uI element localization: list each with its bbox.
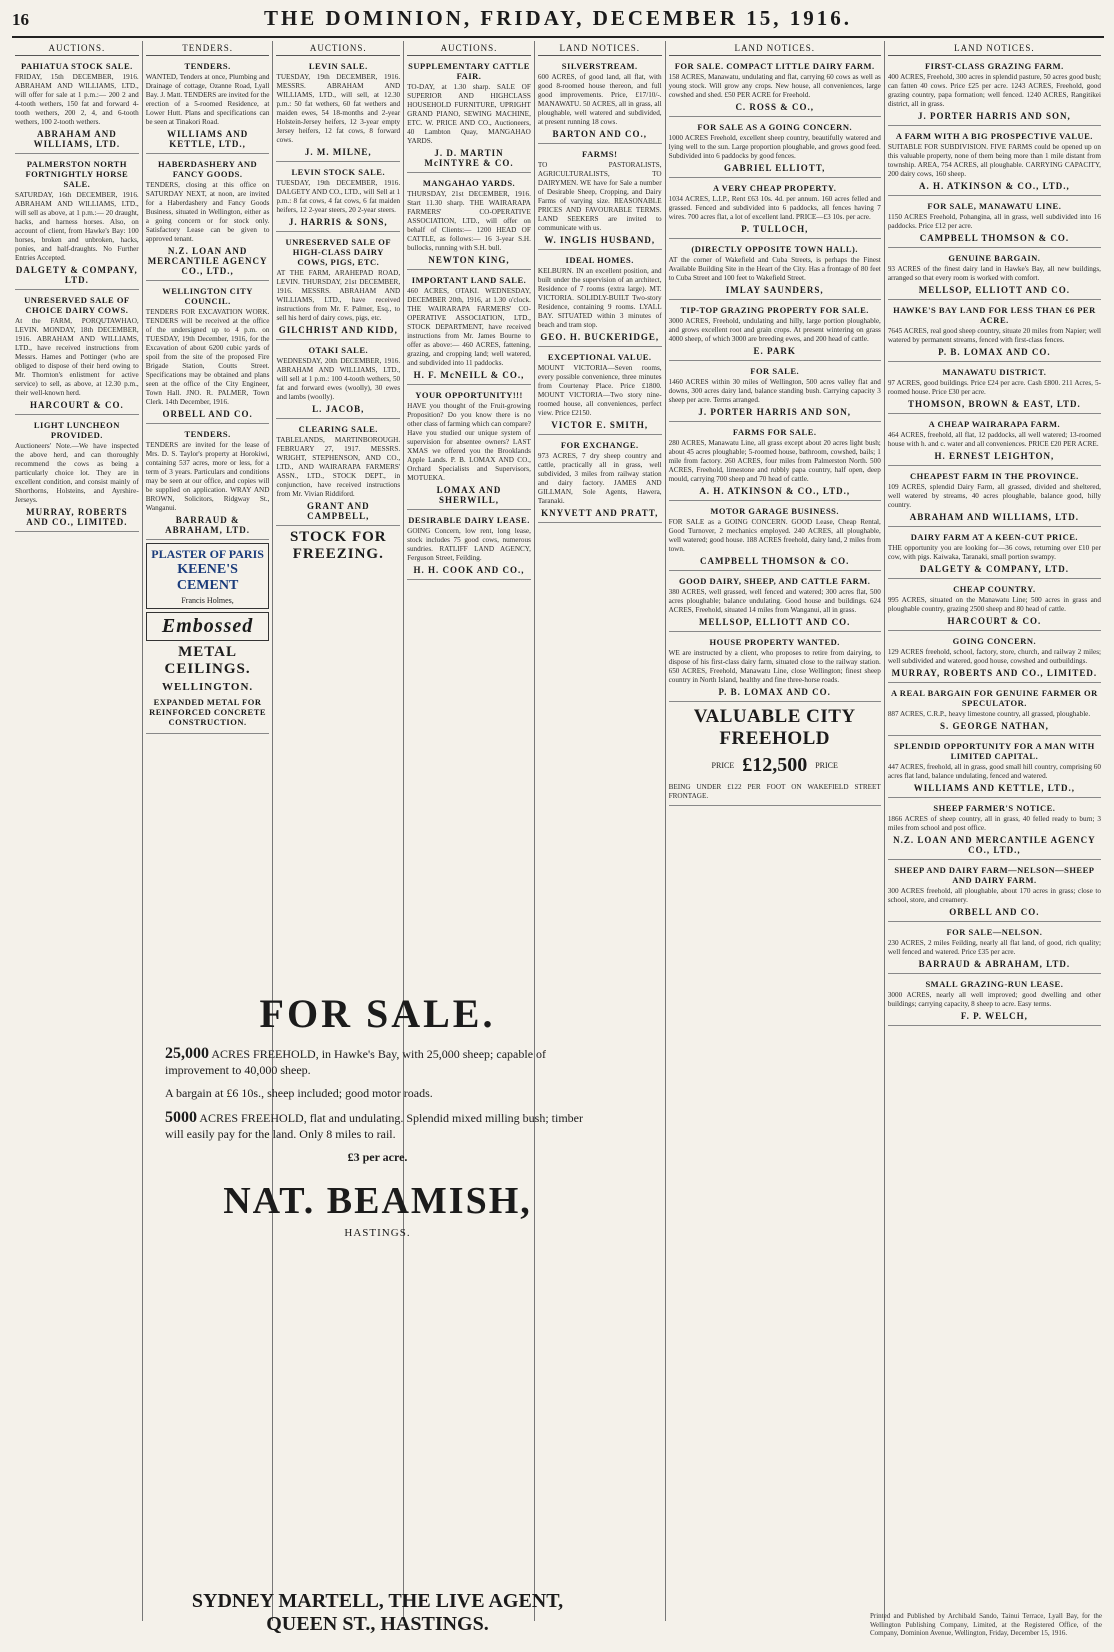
ad-body: 129 ACRES freehold, school, factory, store, church, and railway 2 miles; well subdivided and watered, good house, cowshed and outbuildings. <box>887 648 1101 665</box>
ad-title: FARMS FOR SALE. <box>732 427 817 437</box>
ad-body: TUESDAY, 19th DECEMBER, 1916. DALGETY AND CO., LTD., will Sell at 1 p.m.: 8 fat cows, 4 fat cows, 6 fat maiden heifers, 12 2-year steers, 20 2-year steers. <box>276 179 401 214</box>
ad-body: WE are instructed by a client, who proposes to retire from dairying, to dispose of his first-class dairy farm, situated close to the railway station. 650 ACRES, Freehold, Manawatu Line, close Wellington; finest sheep country in North Island, healthy and fine three-horse roads. <box>668 649 881 684</box>
classified-ad <box>669 181 881 239</box>
classified-ad <box>15 59 139 154</box>
ad-body: FOR SALE as a GOING CONCERN. GOOD Lease, Cheap Rental, Good Turnover, 2 mechanics employed. 240 ACRES, all ploughable, well watered; good house. 188 ACRES freehold, dairy land, 2 miles from town. <box>668 518 881 553</box>
ad-title: MOTOR GARAGE BUSINESS. <box>710 506 840 516</box>
ad-body: 460 ACRES, OTAKI. WEDNESDAY, DECEMBER 20th, 1916, at 1.30 o'clock. THE WAIRARAPA FARMERS' CO-OPERATIVE ASSOCIATION, LTD., STOCK DEPARTMENT, have received instructions from Mr. James Bourne to offer as above:— 460 ACRES, fattening, grazing, and cropping land; well watered, and subdivided into 11 paddocks. <box>407 287 531 367</box>
ad-body: GOING Concern, low rent, long lease, stock includes 75 good cows, numerous sundries. RATLIFF LAND AGENCY, Ferguson Street, Feilding. <box>407 527 531 562</box>
ad-title: GOOD DAIRY, SHEEP, AND CATTLE FARM. <box>678 576 871 586</box>
expanded-metal-ad <box>146 695 270 734</box>
ad-title: HOUSE PROPERTY WANTED. <box>709 637 840 647</box>
advertiser-name: A. H. ATKINSON & CO., LTD., <box>919 181 1070 191</box>
ad-body: SUITABLE FOR SUBDIVISION. FIVE FARMS could be opened up on this valuable property, none of them being more than 1 mile distant from township. AREA, 754 ACRES, all ploughable. CARRYING CAPACITY, 200 dairy cows, 160 sheep. <box>887 143 1101 178</box>
classified-ad <box>15 293 139 415</box>
price-amount: £12,500 <box>742 754 808 776</box>
classified-ad <box>888 686 1101 736</box>
classified-ad <box>669 425 881 501</box>
classified-ad <box>538 438 662 523</box>
classified-ad <box>538 59 662 144</box>
ad-body: TENDERS, closing at this office on SATURDAY NEXT, at noon, are invited for a Haberdashery and Fancy Goods Business, situated in Wellington, either as a going concern or for stock only. Satisfactory Lease can be given to approved tenant. <box>145 181 270 243</box>
advertiser-name: ORBELL AND CO. <box>949 907 1040 917</box>
advertiser-name: N.Z. LOAN AND MERCANTILE AGENCY CO., LTD., <box>147 246 268 276</box>
ad-title: HABERDASHERY AND FANCY GOODS. <box>157 159 258 179</box>
advertiser-name: C. ROSS & CO., <box>735 102 814 112</box>
ad-body: 158 ACRES, Manawatu, undulating and flat, carrying 60 cows as well as young stock. Will grow any crops. New house, all conveniences, large cowshed and shed. £50 PER ACRE for Freehold. <box>668 73 881 99</box>
ad-title: SMALL GRAZING-RUN LEASE. <box>925 979 1064 989</box>
ad-body: 447 ACRES, freehold, all in grass, good small hill country, comprising 60 acres flat land, balance undulating, fenced and watered. <box>887 763 1101 780</box>
ad-body: 300 ACRES freehold, all ploughable, about 170 acres in grass; close to school, store, and creamery. <box>887 887 1101 904</box>
classified-ad <box>888 634 1101 683</box>
classified-ad <box>407 59 531 173</box>
masthead <box>12 6 1104 38</box>
page-number: 16 <box>12 10 29 29</box>
column-2 <box>143 41 274 1621</box>
classified-ad <box>407 388 531 510</box>
expanded-metal: EXPANDED METAL FOR REINFORCED CONCRETE CONSTRUCTION. <box>149 697 267 727</box>
advertiser-name: DALGETY & COMPANY, LTD. <box>15 265 138 285</box>
advertiser-name: A. H. ATKINSON & CO., LTD., <box>699 486 851 496</box>
advertiser-name: NEWTON KING, <box>428 255 510 265</box>
for-sale-heading: FOR SALE. <box>259 991 496 1036</box>
keene-by: Francis Holmes, <box>181 596 234 605</box>
ad-title: FOR SALE. COMPACT LITTLE DAIRY FARM. <box>674 61 875 71</box>
classified-ad <box>669 303 881 361</box>
ad-body: 464 ACRES, freehold, all flat, 12 paddocks, all well watered; 13-roomed house with h. and c. water and all conveniences. PRICE £20 PER ACRE. <box>887 431 1101 448</box>
ad-title: SPLENDID OPPORTUNITY FOR A MAN WITH LIMITED CAPITAL. <box>894 741 1095 761</box>
embossed-ad <box>146 612 270 693</box>
classified-ad <box>888 977 1101 1026</box>
advertiser-name: WILLIAMS AND KETTLE, LTD., <box>166 129 249 149</box>
column-heading: AUCTIONS. <box>15 41 139 56</box>
ad-body: KELBURN. IN an excellent position, and built under the supervision of an architect, Residence of 7 rooms (extra large). MT. VICTORIA. SOLIDLY-BUILT Two-story Residence, containing 9 rooms. LYALL BAY. SITUATED within 3 minutes of beach and tram stop. <box>537 267 662 329</box>
ad-body: 1000 ACRES Freehold, excellent sheep country, beautifully watered and lying well to the sun. Large proportion ploughable, and grows good feed. Subdivided into 6 paddocks by good fences. <box>668 134 881 160</box>
advertiser-name: P. B. LOMAX AND CO. <box>718 687 831 697</box>
ad-body: HAVE you thought of the Fruit-growing Proposition? Do you know there is no other class of farming which can compare? Have you studied our unique system of supervision for absentee owners? LAST XMAS we offered you the Brooklands Apple Lands. P. B. LOMAX AND CO., Orchard Specialists and Supervisors, MOTUEKA. <box>407 402 531 482</box>
advertiser-name: H. ERNEST LEIGHTON, <box>934 451 1055 461</box>
advertiser-name: LOMAX AND SHERWILL, <box>436 485 502 505</box>
ad-title: UNRESERVED SALE OF CHOICE DAIRY COWS. <box>24 295 130 315</box>
column-7 <box>885 41 1104 1621</box>
advertiser-name: J. PORTER HARRIS AND SON, <box>698 407 852 417</box>
price-row <box>669 754 881 777</box>
ad-body: TENDERS FOR EXCAVATION WORK. TENDERS will be received at the office of the undersigned up to 4 p.m. on TUESDAY, 19th December, 1916, for the Excavation of about 6200 cubic yards of spoil from the site of the proposed Fire Brigade Station, Coutts Street. Specifications may be obtained and plans seen at the office of the City Engineer, Town Hall. JNO. R. PALMER, Town Clerk. 14th December, 1916. <box>145 308 270 406</box>
classified-ad <box>888 582 1101 631</box>
ad-body: TUESDAY, 19th DECEMBER, 1916. MESSRS. ABRAHAM AND WILLIAMS, LTD., will sell, at 12.30 p.m.: 50 fat wethers, 60 fat wethers and maiden ewes, 54 18-months and 2-year Holstein-Jersey heifers, 12 3-year empty Jersey heifers, 12 fat cows, 8 forward cows. <box>276 73 401 144</box>
advertiser-name: BARRAUD & ABRAHAM, LTD. <box>918 959 1071 969</box>
advertiser-name: MURRAY, ROBERTS AND CO., LIMITED. <box>891 668 1098 678</box>
classified-ad <box>669 242 881 300</box>
advertiser-name: N.Z. LOAN AND MERCANTILE AGENCY CO., LTD., <box>893 835 1096 855</box>
advertiser-name: MURRAY, ROBERTS AND CO., LIMITED. <box>26 507 128 527</box>
ad-title: A REAL BARGAIN FOR GENUINE FARMER OR SPECULATOR. <box>891 688 1098 708</box>
advertiser-name: W. INGLIS HUSBAND, <box>544 235 656 245</box>
ad-body: 380 ACRES, well grassed, well fenced and watered; 300 acres flat, 500 acres ploughable; balance undulating. Good house and buildings. 624 ACRES, Freehold, situated 14 miles from Wanganui, all in grass. <box>668 588 881 614</box>
ad-title: CLEARING SALE. <box>298 424 378 434</box>
page-title: THE DOMINION, FRIDAY, DECEMBER 15, 1916. <box>263 6 853 30</box>
ad-body: 887 ACRES, C.R.P., heavy limestone country, all grassed, ploughable. <box>887 710 1091 718</box>
column-1 <box>12 41 143 1621</box>
ad-title: EXCEPTIONAL VALUE. <box>547 352 652 362</box>
for-sale-line-1: 25,000 ACRES FREEHOLD, in Hawke's Bay, with 25,000 sheep; capable of improvement to 40,000 sheep. <box>165 1045 547 1077</box>
ad-body: WANTED, Tenders at once, Plumbing and Drainage of cottage, Ozanne Road, Lyall Bay. J. Matt. TENDERS are invited for the erection of a 5-roomed Residence, at Lower Hutt. Plans and specifications can be seen at Tinakori Road. <box>145 73 270 126</box>
ad-title: MANGAHAO YARDS. <box>422 178 516 188</box>
advertiser-name: P. TULLOCH, <box>741 224 809 234</box>
column-5 <box>535 41 666 1621</box>
classified-ad <box>888 530 1101 579</box>
classified-ad <box>276 343 400 419</box>
ad-body: At the FARM, PORQUTAWHAO, LEVIN. MONDAY, 18th DECEMBER, 1916. ABRAHAM AND WILLIAMS, LTD., have received instructions from Messrs. Hames and Pottinger (who are obliged to dispose of their herd owing to Mr. Thornton's enlistment for active service) to sell, as above, at 12.30 p.m., their well-known herd. <box>15 317 139 397</box>
stock-freezing-ad <box>276 529 400 563</box>
advertiser-name: F. P. WELCH, <box>960 1011 1028 1021</box>
for-sale-display-ad <box>165 990 590 1239</box>
advertiser-name: IMLAY SAUNDERS, <box>725 285 824 295</box>
ad-body: SATURDAY, 16th DECEMBER, 1916. ABRAHAM AND WILLIAMS, LTD., will sell as above, at 1 p.m.:— 20 draught, hacks, and harness horses. Also, on account of client, from Hawke's Bay: 100 horses, broken and unbroken, hacks, ponies, and half-draughts. No Further Entries Accepted. <box>15 191 139 262</box>
advertiser-name: THOMSON, BROWN & EAST, LTD. <box>908 399 1081 409</box>
advertiser-name: S. GEORGE NATHAN, <box>939 721 1049 731</box>
ad-body: 230 ACRES, 2 miles Feilding, nearly all flat land, of good, rich quality; well fenced and watered. Price £35 per acre. <box>887 939 1101 956</box>
advertiser-name: J. HARRIS & SONS, <box>288 217 388 227</box>
column-6 <box>666 41 885 1621</box>
cement-label: CEMENT <box>176 578 239 593</box>
advertiser-name: HARCOURT & CO. <box>947 616 1042 626</box>
classified-ad <box>276 59 400 162</box>
classified-ad <box>888 417 1101 466</box>
plaster-label: PLASTER OF PARIS <box>151 547 264 561</box>
ad-title: MANAWATU DISTRICT. <box>942 367 1047 377</box>
ad-title: FOR SALE—NELSON. <box>946 927 1043 937</box>
classified-ad <box>146 284 270 424</box>
classified-ad <box>146 427 270 540</box>
ad-body: THE opportunity you are looking for—36 cows, returning over £10 per cow, with pigs. Kaiwaka, Taranaki, small portion swampy. <box>887 544 1101 561</box>
ad-title: A VERY CHEAP PROPERTY. <box>712 183 837 193</box>
advertiser-name: KNYVETT AND PRATT, <box>541 508 659 518</box>
classified-ad <box>407 176 531 270</box>
for-sale-line-2: A bargain at £6 10s., sheep included; good motor roads. <box>165 1086 433 1100</box>
for-sale-per-acre: £3 per acre. <box>347 1150 408 1164</box>
advertiser-name: P. B. LOMAX AND CO. <box>938 347 1051 357</box>
ad-title: PAHIATUA STOCK SALE. <box>20 61 133 71</box>
classified-ad <box>888 863 1101 922</box>
ad-body: THURSDAY, 21st DECEMBER, 1916. Start 11.30 sharp. THE WAIRARAPA FARMERS' CO-OPERATIVE ASSOCIATION, LTD., will offer on behalf of Clients:— 1200 HEAD OF CATTLE, as follows:— 16 3-year S.H. bullocks, running with S.H. bull. <box>407 190 531 252</box>
classified-ad <box>888 199 1101 248</box>
classified-ad <box>888 801 1101 860</box>
ad-title: FOR EXCHANGE. <box>560 440 639 450</box>
keenes-cement-ad <box>146 543 270 609</box>
ad-title: IDEAL HOMES. <box>565 255 634 265</box>
advertiser-name: MELLSOP, ELLIOTT AND CO. <box>699 617 851 627</box>
classified-ad <box>888 59 1101 126</box>
ad-title: A CHEAP WAIRARAPA FARM. <box>928 419 1061 429</box>
ad-title: LEVIN STOCK SALE. <box>291 167 386 177</box>
ad-body: AT THE FARM, ARAHEPAD ROAD, LEVIN. THURSDAY, 21st DECEMBER, 1916. MESSRS. ABRAHAM AND WILLIAMS, LTD., have received instructions from Mr. F. Palmer, Esq., to sell his herd of dairy cows, pigs, etc. <box>276 269 401 322</box>
ad-body: 973 ACRES, 7 dry sheep country and cattle, practically all in grass, well subdivided, 3 miles from railway station and dairy factory. JAMES AND GILLMAN, Sole Agents, Hawera, Taranaki. <box>537 452 662 505</box>
ad-title: FOR SALE, MANAWATU LINE. <box>927 201 1062 211</box>
ad-body: 3000 ACRES, nearly all well improved; good dwelling and other buildings; carrying capacity, 8 sheep to acre. Easy terms. <box>887 991 1101 1008</box>
ad-title: TIP-TOP GRAZING PROPERTY FOR SALE. <box>680 305 869 315</box>
advertiser-name: J. PORTER HARRIS AND SON, <box>918 111 1071 121</box>
classified-ad <box>407 273 531 385</box>
classified-ad <box>888 739 1101 798</box>
ad-body: TO PASTORALISTS, AGRICULTURALISTS, TO DAIRYMEN. WE have for Sale a number of Desirable Sheep, Cropping, and Dairy Farms of varying size. REASONABLE PRICES AND FAVOURABLE TERMS. LAND SEEKERS are invited to communicate with us. <box>537 161 662 232</box>
for-sale-line-3: 5000 ACRES FREEHOLD, flat and undulating. Splendid mixed milling bush; timber will easily pay for the land. Only 8 miles to rail. <box>165 1109 583 1141</box>
column-heading: LAND NOTICES. <box>888 41 1101 56</box>
ad-title: TENDERS. <box>184 61 231 71</box>
metal-ceilings: METAL CEILINGS. <box>164 644 251 677</box>
ad-title: FIRST-CLASS GRAZING FARM. <box>924 61 1064 71</box>
advertiser-name: GRANT AND CAMPBELL, <box>307 501 370 521</box>
column-heading: AUCTIONS. <box>276 41 400 56</box>
column-4 <box>404 41 535 1621</box>
valuable-freehold-ad <box>669 706 881 806</box>
advertiser-name: E. PARK <box>753 346 796 356</box>
ad-body: FRIDAY, 15th DECEMBER, 1916. ABRAHAM AND WILLIAMS, LTD., will offer for sale at 1 p.m.:— 200 2 and 4-tooth wethers, 150 fat and forward 4-tooth wethers, 200 2, 4, and 6-tooth wethers, 100 2-tooth wethers. <box>15 73 139 126</box>
classified-ad <box>888 365 1101 414</box>
ad-title: OTAKI SALE. <box>308 345 369 355</box>
sydney-martell-ad: SYDNEY MARTELL, THE LIVE AGENT, QUEEN ST., HASTINGS. <box>191 1590 564 1635</box>
ad-title: UNRESERVED SALE OF HIGH-CLASS DAIRY COWS, PIGS, ETC. <box>285 237 392 267</box>
advertiser-name: J. M. MILNE, <box>304 147 372 157</box>
ad-body: 1150 ACRES Freehold, Pohangina, all in grass, well subdivided into 16 paddocks. Price £12 per acre. <box>887 213 1101 230</box>
ad-body: 280 ACRES, Manawatu Line, all grass except about 20 acres light bush; about 45 acres ploughable; 5-roomed house, bathroom, cowshed, bails; 1 mile from factory. 260 ACRES, four miles from Palmerston North. 500 ACRES, Freehold, limestone and rubbly papa country, half open, deep mould, carrying 700 sheep and 70 head of cattle. <box>668 439 881 483</box>
columns <box>12 41 1104 1621</box>
price-label: PRICE <box>711 761 735 770</box>
classified-ad <box>538 147 662 250</box>
classified-ad <box>276 235 400 340</box>
classified-ad <box>146 59 270 154</box>
ad-title: CHEAP COUNTRY. <box>953 584 1036 594</box>
ad-title: FARMS! <box>582 149 618 159</box>
ad-body: 1866 ACRES of sheep country, all in grass, 40 felled ready to burn; 3 miles from school and post office. <box>887 815 1101 832</box>
ad-body: 600 ACRES, of good land, all flat, with good 8-roomed house thereon, and full good improvements. Price, £17/10/-. MANAWATU. 50 ACRES, all in grass, all ploughable, well watered and subdivided, at present running 18 cows. <box>537 73 662 126</box>
advertiser-name: WILLIAMS AND KETTLE, LTD., <box>913 783 1075 793</box>
price-label-2: PRICE <box>815 761 838 770</box>
ad-title: GOING CONCERN. <box>952 636 1037 646</box>
ad-title: A FARM WITH A BIG PROSPECTIVE VALUE. <box>895 131 1093 141</box>
advertiser-name: J. D. MARTIN McINTYRE & CO. <box>424 148 514 168</box>
advertiser-name: GILCHRIST AND KIDD, <box>278 325 398 335</box>
ad-body: MOUNT VICTORIA—Seven rooms, every possible convenience, three minutes from Courtenay Place. Price £1800. MOUNT VICTORIA—Two story nine-roomed house, all conveniences, perfect view. Price £2150. <box>537 364 662 417</box>
advertiser-name: GEO. H. BUCKERIDGE, <box>540 332 660 342</box>
ad-body: TENDERS are invited for the lease of Mrs. D. S. Taylor's property at Horokiwi, containing 537 acres, more or less, for a term of 3 years. Particulars and conditions may be seen at our office, and copies will be supplied on application. WRAY AND BROWN, Solicitors, Ridgway St., Wanganui. <box>145 441 270 512</box>
ad-body: TO-DAY, at 1.30 sharp. SALE OF SUPERIOR AND HIGHCLASS HOUSEHOLD FURNITURE, UPRIGHT GRAND PIANO, SEWING MACHINE, ETC. W. PRICE AND CO., Auctioneers, 40 Lambton Quay, MANGAHAO YARDS. <box>407 83 531 145</box>
for-sale-agent: NAT. BEAMISH, <box>223 1180 532 1222</box>
ad-title: SUPPLEMENTARY CATTLE FAIR. <box>408 61 530 81</box>
ad-body: 109 ACRES, splendid Dairy Farm, all grassed, divided and sheltered, well watered by streams, 40 acres ploughable, balance good, hilly country. <box>887 483 1101 509</box>
ad-body: 1460 ACRES within 30 miles of Wellington, 500 acres valley flat and downs, 300 acres dairy land, balance standing bush. Carrying capacity 3 sheep per acre. Terms arranged. <box>668 378 881 404</box>
classified-ad <box>276 165 400 232</box>
ad-title: CHEAPEST FARM IN THE PROVINCE. <box>910 471 1079 481</box>
ad-title: LIGHT LUNCHEON PROVIDED. <box>33 420 120 440</box>
advertiser-name: ORBELL AND CO. <box>162 409 253 419</box>
price-note: BEING UNDER £122 PER FOOT ON WAKEFIELD STREET FRONTAGE. <box>668 783 881 800</box>
ad-title: LEVIN SALE. <box>308 61 368 71</box>
ad-title: PALMERSTON NORTH FORTNIGHTLY HORSE SALE. <box>25 159 129 189</box>
classified-ad <box>538 350 662 435</box>
column-heading: AUCTIONS. <box>407 41 531 56</box>
embossed-logo: Embossed <box>146 612 270 641</box>
ad-body: Auctioneers' Note.—We have inspected the above herd, and can thoroughly recommend the cows as being a particularly choice lot. They are in excellent condition, and consist mainly of Shorthorns, Holsteins, and Ayrshire-Jerseys. <box>15 442 139 504</box>
advertiser-name: CAMPBELL THOMSON & CO. <box>919 233 1070 243</box>
classified-ad <box>888 469 1101 527</box>
advertiser-name: L. JACOB, <box>312 404 365 414</box>
ad-body: 97 ACRES, good buildings. Price £24 per acre. Cash £800. 211 Acres, 5-roomed house. Price £30 per acre. <box>887 379 1101 396</box>
ad-title: YOUR OPPORTUNITY!!! <box>415 390 523 400</box>
classified-ad <box>888 251 1101 300</box>
advertiser-name: MELLSOP, ELLIOTT AND CO. <box>918 285 1071 295</box>
column-3 <box>273 41 404 1621</box>
ad-title: SHEEP AND DAIRY FARM—NELSON—SHEEP AND DAIRY FARM. <box>894 865 1095 885</box>
ad-title: WELLINGTON CITY COUNCIL. <box>162 286 253 306</box>
ad-title: SHEEP FARMER'S NOTICE. <box>933 803 1056 813</box>
advertiser-name: H. F. McNEILL & CO., <box>413 370 525 380</box>
advertiser-name: CAMPBELL THOMSON & CO. <box>700 556 850 566</box>
classified-ad <box>538 253 662 347</box>
ad-body: 7645 ACRES, real good sheep country, situate 20 miles from Napier; well watered by permanent streams, fenced with first-class fences. <box>887 327 1101 344</box>
advertiser-name: ABRAHAM AND WILLIAMS, LTD. <box>909 512 1080 522</box>
column-heading: TENDERS. <box>146 41 270 56</box>
advertiser-name: GABRIEL ELLIOTT, <box>724 163 826 173</box>
ad-body: 400 ACRES, Freehold, 300 acres in splendid pasture, 50 acres good bush; can fatten 40 cows. Price £25 per acre. 1243 ACRES, Freehold, good grazing country, papa formation; well fenced. 1240 ACRES, Rangitikei district, all in grass. <box>887 73 1101 108</box>
ad-title: DESIRABLE DAIRY LEASE. <box>408 515 530 525</box>
classified-ad <box>669 574 881 632</box>
classified-ad <box>888 925 1101 974</box>
advertiser-name: HARCOURT & CO. <box>29 400 124 410</box>
advertiser-name: BARTON AND CO., <box>552 129 647 139</box>
imprint: Printed and Published by Archibald Sando, Tainui Terrace, Lyall Bay, for the Wellington Publishing Company, Limited, at the Registered Office, of the Company, Dominion Avenue, Wellington, Friday, December 15, 1916. <box>870 1612 1102 1637</box>
valuable-city-freehold: VALUABLE CITY FREEHOLD <box>693 706 856 749</box>
ad-title: GENUINE BARGAIN. <box>948 253 1041 263</box>
advertiser-name: H. H. COOK AND CO., <box>413 565 525 575</box>
for-sale-town: HASTINGS. <box>344 1227 411 1239</box>
ad-body: TABLELANDS, MARTINBOROUGH. FEBRUARY 27, 1917. MESSRS. WRIGHT, STEPHENSON, AND CO., LTD., AND WAIRARAPA FARMERS' ASSN., LTD., STOCK DEPT., in conjunction, have received instructions from Mr. Vivian Riddiford. <box>276 436 401 498</box>
ad-title: FOR SALE AS A GOING CONCERN. <box>697 122 853 132</box>
keene-label: KEENE'S <box>177 562 238 577</box>
ad-title: SILVERSTREAM. <box>561 61 638 71</box>
classified-ad <box>888 129 1101 196</box>
classified-ad <box>669 364 881 422</box>
advertiser-name: BARRAUD & ABRAHAM, LTD. <box>165 515 251 535</box>
ad-title: DAIRY FARM AT A KEEN-CUT PRICE. <box>910 532 1079 542</box>
classified-ad <box>15 418 139 532</box>
ad-body: AT the corner of Wakefield and Cuba Streets, is perhaps the Finest Available Building Site in the Heart of the City. Has a frontage of 80 feet to Cuba Street and 100 feet to Wakefield Street. <box>668 256 881 282</box>
wellington-label: WELLINGTON. <box>161 681 254 693</box>
advertiser-name: ABRAHAM AND WILLIAMS, LTD. <box>33 129 121 149</box>
ad-body: 995 ACRES, situated on the Manawatu Line; 500 acres in grass and ploughable country, grazing 2500 sheep and 80 head of cattle. <box>887 596 1101 613</box>
classified-ad <box>669 59 881 117</box>
column-heading: LAND NOTICES. <box>669 41 881 56</box>
ad-body: 1034 ACRES, L.I.P., Rent £63 10s. 4d. per annum. 160 acres felled and grassed. Fenced and subdivided into 6 paddocks, all fences having 7 wires. 700 acres flat, a lot of excellent land. PRICE—£3 10s. per acre. <box>668 195 881 221</box>
classified-ad <box>15 157 139 290</box>
ad-body: 93 ACRES of the finest dairy land in Hawke's Bay, all new buildings, arranged so that every room is worked with comfort. <box>887 265 1101 282</box>
classified-ad <box>888 303 1101 362</box>
ad-title: FOR SALE. <box>750 366 800 376</box>
classified-ad <box>407 513 531 580</box>
ad-title: (DIRECTLY OPPOSITE TOWN HALL). <box>691 244 859 254</box>
ad-body: WEDNESDAY, 20th DECEMBER, 1916. ABRAHAM AND WILLIAMS, LTD., will sell at 1 p.m.: 100 4-tooth wethers, 50 fat and forward ewes (woolly), 30 ewes and lambs (woolly). <box>276 357 401 401</box>
classified-ad <box>276 422 400 526</box>
ad-body: 3000 ACRES, Freehold, undulating and hilly, large portion ploughable, and grows excellent root and grain crops. At present wintering on grass 4000 sheep, of which 3000 are breeding ewes, and 200 head of cattle. <box>668 317 881 343</box>
ad-title: TENDERS. <box>184 429 231 439</box>
column-heading: LAND NOTICES. <box>538 41 662 56</box>
advertiser-name: VICTOR E. SMITH, <box>551 420 649 430</box>
ad-title: HAWKE'S BAY LAND FOR LESS THAN £6 PER ACRE. <box>893 305 1096 325</box>
classified-ad <box>669 120 881 178</box>
ad-title: IMPORTANT LAND SALE. <box>411 275 527 285</box>
advertiser-name: DALGETY & COMPANY, LTD. <box>919 564 1069 574</box>
classified-ad <box>669 504 881 571</box>
classified-ad <box>669 635 881 702</box>
classified-ad <box>146 157 270 281</box>
stock-freezing: STOCK FOR FREEZING. <box>289 529 387 562</box>
